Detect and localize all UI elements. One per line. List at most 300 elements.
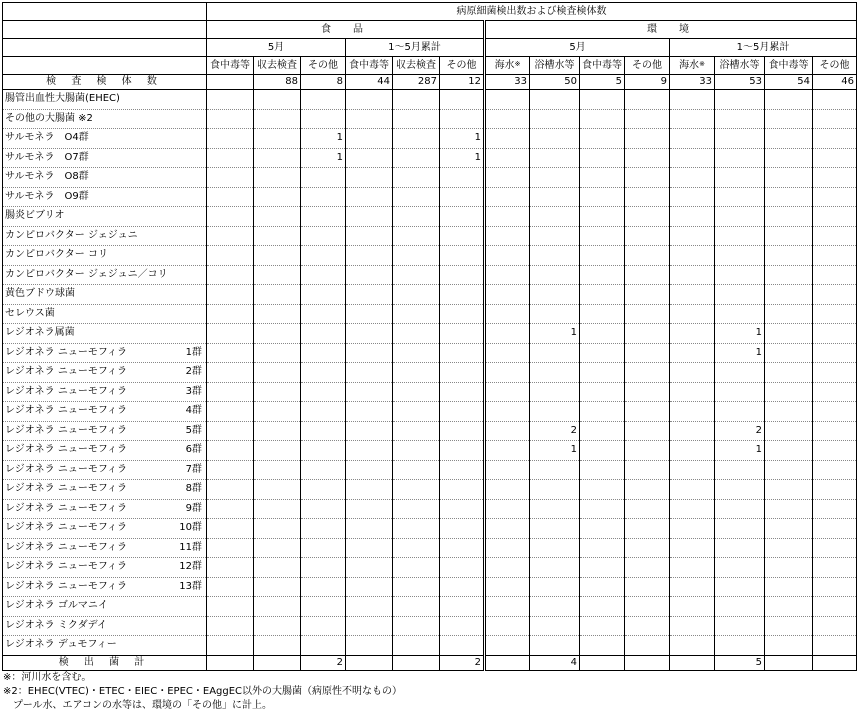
- value-cell: [715, 577, 765, 597]
- value-cell: [346, 441, 393, 461]
- value-cell: [580, 109, 625, 129]
- value-cell: [625, 304, 670, 324]
- value-cell: [207, 655, 254, 670]
- row-label: レジオネラ ニューモフィラ 11群: [3, 538, 207, 558]
- table-row: [3, 129, 857, 149]
- value-cell: [254, 402, 301, 422]
- value-cell: [670, 655, 715, 670]
- value-cell: 8: [301, 75, 346, 90]
- value-cell: [580, 246, 625, 266]
- value-cell: [207, 480, 254, 500]
- value-cell: [393, 109, 440, 129]
- value-cell: [207, 577, 254, 597]
- serogroup-label: 6群: [185, 444, 202, 456]
- value-cell: [301, 519, 346, 539]
- value-cell: [580, 168, 625, 188]
- value-cell: [625, 226, 670, 246]
- col-bath-water: 浴槽水等: [715, 57, 765, 75]
- serogroup-label: 8群: [185, 483, 202, 495]
- value-cell: [530, 285, 580, 305]
- value-cell: [485, 90, 530, 110]
- value-cell: [580, 597, 625, 617]
- row-label: カンピロバクター ジェジュニ／コリ: [3, 265, 207, 285]
- col-food-poisoning: 食中毒等: [765, 57, 813, 75]
- value-cell: [207, 441, 254, 461]
- value-cell: [207, 187, 254, 207]
- value-cell: [301, 538, 346, 558]
- table-row: [3, 226, 857, 246]
- value-cell: [393, 597, 440, 617]
- row-label: 腸管出血性大腸菌(EHEC): [3, 90, 207, 110]
- value-cell: [346, 480, 393, 500]
- value-cell: [625, 616, 670, 636]
- value-cell: [765, 109, 813, 129]
- value-cell: [813, 90, 857, 110]
- value-cell: [207, 207, 254, 227]
- value-cell: [485, 285, 530, 305]
- value-cell: [207, 382, 254, 402]
- value-cell: [346, 324, 393, 344]
- value-cell: [670, 363, 715, 383]
- value-cell: [485, 187, 530, 207]
- col-food-poisoning: 食中毒等: [207, 57, 254, 75]
- corner-cell: [3, 3, 207, 21]
- value-cell: [301, 324, 346, 344]
- value-cell: [485, 207, 530, 227]
- row-label: その他の大腸菌 ※2: [3, 109, 207, 129]
- value-cell: [440, 402, 485, 422]
- row-label: レジオネラ ニューモフィラ 7群: [3, 460, 207, 480]
- value-cell: [530, 187, 580, 207]
- value-cell: [765, 129, 813, 149]
- row-label: レジオネラ ニューモフィラ 8群: [3, 480, 207, 500]
- value-cell: [813, 343, 857, 363]
- value-cell: 44: [346, 75, 393, 90]
- value-cell: [765, 460, 813, 480]
- value-cell: [301, 499, 346, 519]
- value-cell: [301, 363, 346, 383]
- value-cell: [301, 597, 346, 617]
- value-cell: [765, 324, 813, 344]
- row-label: レジオネラ ニューモフィラ 9群: [3, 499, 207, 519]
- value-cell: [485, 616, 530, 636]
- value-cell: [485, 343, 530, 363]
- table-row: [3, 324, 857, 344]
- value-cell: [813, 441, 857, 461]
- value-cell: [670, 636, 715, 656]
- value-cell: [393, 519, 440, 539]
- value-cell: [580, 616, 625, 636]
- value-cell: [765, 616, 813, 636]
- value-cell: [813, 402, 857, 422]
- value-cell: 287: [393, 75, 440, 90]
- value-cell: [765, 285, 813, 305]
- value-cell: [765, 265, 813, 285]
- value-cell: 2: [715, 421, 765, 441]
- value-cell: [254, 616, 301, 636]
- value-cell: 88: [254, 75, 301, 90]
- value-cell: [670, 148, 715, 168]
- value-cell: [254, 382, 301, 402]
- table-row: [3, 421, 857, 441]
- value-cell: [765, 168, 813, 188]
- value-cell: [346, 636, 393, 656]
- value-cell: [530, 597, 580, 617]
- value-cell: [765, 148, 813, 168]
- value-cell: 53: [715, 75, 765, 90]
- value-cell: [485, 382, 530, 402]
- food-month-header: 5月: [207, 39, 346, 57]
- value-cell: [670, 382, 715, 402]
- value-cell: [765, 207, 813, 227]
- value-cell: [813, 265, 857, 285]
- value-cell: [254, 441, 301, 461]
- value-cell: [530, 480, 580, 500]
- value-cell: [715, 168, 765, 188]
- value-cell: [440, 246, 485, 266]
- value-cell: [440, 207, 485, 227]
- value-cell: [440, 480, 485, 500]
- value-cell: [346, 499, 393, 519]
- pathogen-table: [2, 2, 857, 671]
- value-cell: [580, 285, 625, 305]
- value-cell: [440, 460, 485, 480]
- value-cell: [813, 129, 857, 149]
- value-cell: [715, 597, 765, 617]
- row-label: レジオネラ ニューモフィラ 6群: [3, 441, 207, 461]
- table-row: [3, 207, 857, 227]
- value-cell: [440, 382, 485, 402]
- value-cell: [440, 597, 485, 617]
- value-cell: [670, 168, 715, 188]
- value-cell: [715, 616, 765, 636]
- value-cell: [485, 636, 530, 656]
- value-cell: [813, 109, 857, 129]
- value-cell: [393, 168, 440, 188]
- value-cell: [625, 109, 670, 129]
- col-food-poisoning: 食中毒等: [580, 57, 625, 75]
- table-row: [3, 577, 857, 597]
- value-cell: [813, 538, 857, 558]
- value-cell: [625, 538, 670, 558]
- value-cell: [346, 655, 393, 670]
- value-cell: [207, 499, 254, 519]
- table-row: [3, 616, 857, 636]
- value-cell: [625, 148, 670, 168]
- value-cell: [765, 382, 813, 402]
- serogroup-label: 13群: [179, 580, 202, 592]
- value-cell: [715, 90, 765, 110]
- value-cell: [813, 363, 857, 383]
- value-cell: [485, 168, 530, 188]
- value-cell: [813, 519, 857, 539]
- col-collection-test: 収去検査: [393, 57, 440, 75]
- table-row: [3, 285, 857, 305]
- value-cell: [254, 343, 301, 363]
- table-row: [3, 460, 857, 480]
- value-cell: [715, 519, 765, 539]
- value-cell: [254, 246, 301, 266]
- value-cell: [393, 402, 440, 422]
- value-cell: [530, 343, 580, 363]
- value-cell: [530, 129, 580, 149]
- row-label: 検 出 菌 計: [3, 655, 207, 670]
- value-cell: [813, 499, 857, 519]
- value-cell: [813, 285, 857, 305]
- value-cell: [530, 363, 580, 383]
- environment-header: 環 境: [485, 21, 857, 39]
- value-cell: [765, 304, 813, 324]
- value-cell: [765, 577, 813, 597]
- serogroup-label: 4群: [185, 405, 202, 417]
- value-cell: [301, 285, 346, 305]
- value-cell: [207, 265, 254, 285]
- value-cell: [670, 187, 715, 207]
- value-cell: [254, 129, 301, 149]
- value-cell: [254, 90, 301, 110]
- value-cell: [346, 558, 393, 578]
- col-other: その他: [625, 57, 670, 75]
- value-cell: [530, 558, 580, 578]
- value-cell: [580, 558, 625, 578]
- value-cell: [301, 382, 346, 402]
- value-cell: [625, 382, 670, 402]
- value-cell: [715, 109, 765, 129]
- value-cell: [580, 226, 625, 246]
- value-cell: [346, 168, 393, 188]
- value-cell: [580, 460, 625, 480]
- value-cell: [765, 499, 813, 519]
- value-cell: [393, 655, 440, 670]
- value-cell: [393, 636, 440, 656]
- serogroup-label: 10群: [179, 522, 202, 534]
- value-cell: [393, 90, 440, 110]
- value-cell: [346, 597, 393, 617]
- value-cell: [207, 538, 254, 558]
- value-cell: [670, 480, 715, 500]
- value-cell: [813, 421, 857, 441]
- value-cell: [440, 558, 485, 578]
- value-cell: [530, 265, 580, 285]
- value-cell: [813, 655, 857, 670]
- value-cell: [254, 636, 301, 656]
- table-row: [3, 558, 857, 578]
- value-cell: [670, 460, 715, 480]
- value-cell: [765, 655, 813, 670]
- value-cell: [715, 499, 765, 519]
- value-cell: [301, 402, 346, 422]
- table-row: [3, 246, 857, 266]
- value-cell: [207, 343, 254, 363]
- header-row-period: [3, 39, 857, 57]
- value-cell: [393, 538, 440, 558]
- value-cell: [765, 187, 813, 207]
- value-cell: [393, 207, 440, 227]
- row-label: サルモネラ O4群: [3, 129, 207, 149]
- value-cell: [765, 519, 813, 539]
- value-cell: [346, 148, 393, 168]
- sample-count-row: [3, 75, 857, 90]
- value-cell: 1: [530, 441, 580, 461]
- value-cell: [301, 207, 346, 227]
- value-cell: [580, 304, 625, 324]
- value-cell: [670, 558, 715, 578]
- value-cell: [393, 616, 440, 636]
- value-cell: 5: [580, 75, 625, 90]
- table-row: [3, 402, 857, 422]
- row-label: カンピロバクター コリ: [3, 246, 207, 266]
- value-cell: [765, 538, 813, 558]
- value-cell: [485, 441, 530, 461]
- value-cell: [440, 90, 485, 110]
- header-row-title: [3, 3, 857, 21]
- row-label: レジオネラ ニューモフィラ 4群: [3, 402, 207, 422]
- value-cell: [715, 148, 765, 168]
- value-cell: [393, 226, 440, 246]
- table-row: [3, 538, 857, 558]
- value-cell: [301, 441, 346, 461]
- value-cell: [301, 304, 346, 324]
- value-cell: [715, 129, 765, 149]
- value-cell: [440, 168, 485, 188]
- value-cell: [254, 324, 301, 344]
- value-cell: [207, 460, 254, 480]
- value-cell: [207, 109, 254, 129]
- value-cell: [625, 519, 670, 539]
- value-cell: [813, 558, 857, 578]
- value-cell: [485, 480, 530, 500]
- value-cell: 4: [530, 655, 580, 670]
- table-row: [3, 441, 857, 461]
- value-cell: [346, 519, 393, 539]
- value-cell: [440, 538, 485, 558]
- value-cell: [715, 285, 765, 305]
- value-cell: [530, 519, 580, 539]
- env-month-header: 5月: [485, 39, 670, 57]
- value-cell: [440, 421, 485, 441]
- value-cell: 12: [440, 75, 485, 90]
- value-cell: [254, 655, 301, 670]
- value-cell: [625, 499, 670, 519]
- value-cell: [440, 363, 485, 383]
- value-cell: [485, 597, 530, 617]
- col-food-poisoning: 食中毒等: [346, 57, 393, 75]
- detected-total-row: [3, 655, 857, 670]
- value-cell: [625, 460, 670, 480]
- value-cell: [346, 109, 393, 129]
- footnote-2: ※2：EHEC(VTEC)・ETEC・EIEC・EPEC・EAggEC以外の大腸菌（病原性不明なもの）: [3, 686, 403, 697]
- value-cell: [254, 168, 301, 188]
- value-cell: [580, 636, 625, 656]
- value-cell: [715, 226, 765, 246]
- table-row: [3, 168, 857, 188]
- value-cell: [625, 480, 670, 500]
- value-cell: [346, 363, 393, 383]
- value-cell: 5: [715, 655, 765, 670]
- value-cell: [440, 343, 485, 363]
- value-cell: [580, 402, 625, 422]
- value-cell: [207, 285, 254, 305]
- serogroup-label: 11群: [179, 541, 202, 553]
- value-cell: [813, 187, 857, 207]
- value-cell: [301, 558, 346, 578]
- value-cell: [301, 90, 346, 110]
- value-cell: [670, 109, 715, 129]
- footnotes: [3, 671, 402, 713]
- value-cell: [254, 460, 301, 480]
- value-cell: [765, 636, 813, 656]
- header-row-columns: [3, 57, 857, 75]
- value-cell: [207, 168, 254, 188]
- value-cell: [670, 265, 715, 285]
- value-cell: 1: [715, 324, 765, 344]
- value-cell: [625, 655, 670, 670]
- value-cell: [625, 343, 670, 363]
- value-cell: [254, 499, 301, 519]
- value-cell: [346, 265, 393, 285]
- value-cell: [580, 265, 625, 285]
- value-cell: [301, 616, 346, 636]
- table-row: [3, 109, 857, 129]
- value-cell: [254, 109, 301, 129]
- value-cell: [813, 460, 857, 480]
- row-label: レジオネラ ニューモフィラ 2群: [3, 363, 207, 383]
- table-row: [3, 148, 857, 168]
- value-cell: [254, 538, 301, 558]
- value-cell: [765, 597, 813, 617]
- value-cell: [440, 226, 485, 246]
- value-cell: [580, 519, 625, 539]
- value-cell: [346, 421, 393, 441]
- value-cell: [393, 499, 440, 519]
- col-other: その他: [440, 57, 485, 75]
- value-cell: [346, 246, 393, 266]
- value-cell: [530, 577, 580, 597]
- value-cell: [393, 304, 440, 324]
- value-cell: [393, 441, 440, 461]
- row-label: レジオネラ ニューモフィラ 5群: [3, 421, 207, 441]
- row-label: カンピロバクター ジェジュニ: [3, 226, 207, 246]
- food-cumulative-header: 1～5月累計: [346, 39, 485, 57]
- value-cell: [254, 285, 301, 305]
- value-cell: [625, 636, 670, 656]
- value-cell: [765, 402, 813, 422]
- value-cell: [530, 538, 580, 558]
- value-cell: [580, 187, 625, 207]
- value-cell: [254, 363, 301, 383]
- value-cell: [580, 363, 625, 383]
- value-cell: [813, 304, 857, 324]
- value-cell: [765, 90, 813, 110]
- value-cell: [765, 421, 813, 441]
- value-cell: [393, 558, 440, 578]
- value-cell: [670, 226, 715, 246]
- value-cell: [580, 90, 625, 110]
- serogroup-label: 12群: [179, 561, 202, 573]
- value-cell: [813, 636, 857, 656]
- value-cell: [715, 207, 765, 227]
- value-cell: 1: [440, 129, 485, 149]
- value-cell: [254, 577, 301, 597]
- value-cell: 9: [625, 75, 670, 90]
- value-cell: [254, 480, 301, 500]
- col-other: その他: [813, 57, 857, 75]
- value-cell: [670, 324, 715, 344]
- value-cell: 46: [813, 75, 857, 90]
- serogroup-label: 2群: [185, 366, 202, 378]
- value-cell: [485, 538, 530, 558]
- value-cell: [580, 421, 625, 441]
